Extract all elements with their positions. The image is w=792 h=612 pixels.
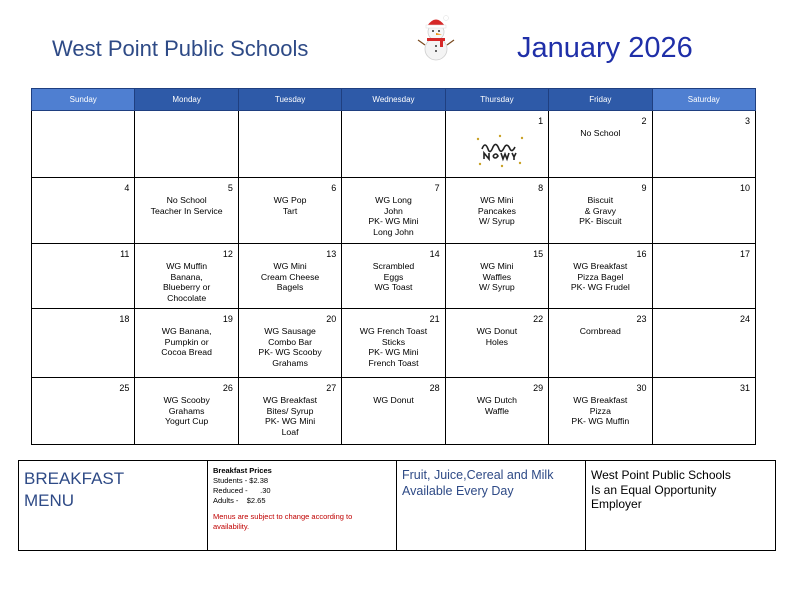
day-number: 6 <box>331 183 337 193</box>
breakfast-menu-title <box>19 461 208 550</box>
menu-text <box>137 395 235 427</box>
day-cell <box>342 111 445 178</box>
menu-line: W/ Syrup <box>479 282 515 293</box>
day-number: 9 <box>641 183 647 193</box>
day-number: 17 <box>739 249 750 259</box>
price-reduced: Reduced - .30 <box>213 486 271 495</box>
weekday-header: Monday <box>135 89 238 111</box>
week-row <box>32 111 756 178</box>
day-cell <box>549 244 652 309</box>
menu-line: PK- WG Mini <box>368 347 419 358</box>
menu-text <box>344 261 442 293</box>
day-cell <box>549 178 652 244</box>
day-number: 5 <box>227 183 233 193</box>
day-number: 21 <box>429 314 440 324</box>
day-number: 30 <box>636 383 647 393</box>
day-cell <box>32 244 135 309</box>
week-row <box>32 244 756 309</box>
day-cell <box>238 178 341 244</box>
menu-line: WG French Toast <box>359 326 428 336</box>
menu-line: PK- WG Scooby <box>258 347 322 358</box>
menu-text <box>448 395 546 416</box>
menu-line: WG Sausage <box>264 326 316 336</box>
day-number: 18 <box>119 314 130 324</box>
day-number: 7 <box>434 183 440 193</box>
fruit-line: Fruit, Juice,Cereal and Milk <box>402 468 554 482</box>
menu-text <box>448 195 546 227</box>
menu-line: WG Long <box>375 195 412 205</box>
menu-line: Pizza <box>589 405 611 416</box>
day-cell <box>135 378 238 445</box>
menu-line: WG Dutch <box>476 395 517 405</box>
day-number: 4 <box>124 183 130 193</box>
day-cell <box>652 244 755 309</box>
weekday-header: Tuesday <box>238 89 341 111</box>
day-number: 27 <box>326 383 337 393</box>
day-cell <box>445 309 548 378</box>
menu-line: Chocolate <box>167 292 207 303</box>
menu-text <box>551 128 649 139</box>
day-cell <box>342 309 445 378</box>
menu-line: Eggs <box>383 271 404 282</box>
menu-line: WG Donut <box>373 395 414 405</box>
day-number: 29 <box>533 383 544 393</box>
menu-text <box>241 395 339 437</box>
day-number: 23 <box>636 314 647 324</box>
menu-text <box>551 195 649 227</box>
menu-line: Waffle <box>484 405 509 416</box>
day-number: 14 <box>429 249 440 259</box>
day-number: 3 <box>744 116 750 126</box>
day-cell <box>238 309 341 378</box>
menu-line: Pizza Bagel <box>577 271 624 282</box>
fruit-juice-note <box>397 461 586 550</box>
menu-line: WG Breakfast <box>263 395 318 405</box>
day-number: 31 <box>739 383 750 393</box>
menu-line: & Gravy <box>584 205 617 216</box>
menu-text <box>551 261 649 293</box>
menu-line: Pumpkin or <box>164 336 209 347</box>
weekday-header: Wednesday <box>342 89 445 111</box>
day-cell <box>342 244 445 309</box>
menu-line: Sticks <box>381 336 406 347</box>
menu-line: WG Breakfast <box>573 261 628 271</box>
menu-line: WG Donut <box>476 326 518 336</box>
day-cell <box>652 178 755 244</box>
day-cell <box>445 111 548 178</box>
price-students: Students - $2.38 <box>213 476 269 485</box>
day-number: 1 <box>538 116 544 126</box>
menu-line: Teacher In Service <box>150 205 223 216</box>
day-cell <box>652 309 755 378</box>
menu-line: PK- Biscuit <box>579 216 622 227</box>
day-number: 12 <box>222 249 233 259</box>
day-number: 10 <box>739 183 750 193</box>
day-number: 28 <box>429 383 440 393</box>
menu-line: W/ Syrup <box>479 216 515 227</box>
menu-title-line: BREAKFAST <box>24 469 125 488</box>
menu-line: WG Mini <box>273 261 307 271</box>
menu-line: Bites/ Syrup <box>266 405 314 416</box>
menu-line: WG Toast <box>374 282 413 293</box>
week-row <box>32 178 756 244</box>
menu-text <box>551 326 649 337</box>
menu-line: Biscuit <box>587 195 614 205</box>
weekday-header: Thursday <box>445 89 548 111</box>
day-cell <box>32 111 135 178</box>
day-number: 19 <box>222 314 233 324</box>
day-cell <box>238 378 341 445</box>
menu-line: PK- WG Frudel <box>570 282 630 293</box>
day-number: 25 <box>119 383 130 393</box>
menu-line: PK- WG Mini <box>368 216 419 227</box>
day-number: 13 <box>326 249 337 259</box>
snowman-icon <box>416 12 456 62</box>
day-number: 8 <box>538 183 544 193</box>
day-cell <box>135 244 238 309</box>
month-title: January 2026 <box>517 32 693 64</box>
menu-line: PK- WG Mini <box>264 416 316 427</box>
day-number: 24 <box>739 314 750 324</box>
day-number: 16 <box>636 249 647 259</box>
happy-new-year-icon <box>472 133 528 169</box>
menu-line: WG Muffin <box>166 261 208 271</box>
menu-line: Cornbread <box>579 326 621 336</box>
day-cell <box>32 178 135 244</box>
menu-text <box>241 195 339 216</box>
menu-change-note: Menus are subject to change according to availability. <box>213 512 353 531</box>
menu-line: Bagels <box>276 282 304 293</box>
day-cell <box>32 309 135 378</box>
menu-line: Banana, <box>170 271 203 282</box>
menu-line: No School <box>166 195 207 205</box>
day-cell <box>445 244 548 309</box>
week-row <box>32 309 756 378</box>
weekday-header: Saturday <box>652 89 755 111</box>
prices-title: Breakfast Prices <box>213 466 272 475</box>
menu-line: Yogurt Cup <box>165 416 209 427</box>
menu-text <box>448 261 546 293</box>
day-cell <box>238 111 341 178</box>
day-cell <box>445 178 548 244</box>
day-cell <box>342 178 445 244</box>
day-number: 20 <box>326 314 337 324</box>
menu-line: Loaf <box>281 426 299 437</box>
menu-line: Holes <box>485 336 508 347</box>
menu-line: Scrambled <box>372 261 415 271</box>
day-cell <box>238 244 341 309</box>
day-cell <box>135 309 238 378</box>
weekday-header-row <box>32 89 756 111</box>
week-row <box>32 378 756 445</box>
menu-text <box>344 395 442 406</box>
weekday-header: Friday <box>549 89 652 111</box>
eo-line: West Point Public Schools <box>591 468 731 482</box>
menu-line: Pancakes <box>477 205 516 216</box>
footer-info <box>18 460 776 551</box>
price-adults: Adults - $2.65 <box>213 496 266 505</box>
eo-line: Is an Equal Opportunity <box>591 482 717 497</box>
prices-panel <box>208 461 397 550</box>
menu-text <box>344 195 442 237</box>
menu-line: WG Banana, <box>161 326 212 336</box>
menu-line: Cocoa Bread <box>161 347 212 358</box>
menu-text <box>551 395 649 427</box>
day-cell <box>652 378 755 445</box>
menu-text <box>344 326 442 368</box>
menu-line: Tart <box>282 205 298 216</box>
day-cell <box>445 378 548 445</box>
menu-line: No School <box>580 128 621 138</box>
menu-text <box>137 195 235 216</box>
fruit-line: Available Every Day <box>402 484 514 498</box>
day-number: 2 <box>641 116 647 126</box>
menu-line: WG Mini <box>480 195 514 205</box>
day-cell <box>135 178 238 244</box>
menu-line: WG Mini <box>480 261 514 271</box>
day-cell <box>135 111 238 178</box>
school-title: West Point Public Schools <box>52 36 309 61</box>
menu-line: John <box>384 205 403 216</box>
menu-text <box>137 326 235 358</box>
menu-line: Long John <box>373 226 414 237</box>
menu-title-line: MENU <box>24 491 75 510</box>
menu-line: Grahams <box>168 405 205 416</box>
equal-opportunity-statement <box>586 461 775 550</box>
weekday-header: Sunday <box>32 89 135 111</box>
menu-line: WG Breakfast <box>573 395 628 405</box>
menu-line: French Toast <box>368 357 419 368</box>
day-cell <box>549 378 652 445</box>
menu-line: Grahams <box>272 357 308 368</box>
day-number: 15 <box>533 249 544 259</box>
day-number: 22 <box>533 314 544 324</box>
day-cell <box>32 378 135 445</box>
menu-line: WG Scooby <box>163 395 210 405</box>
menu-line: WG Pop <box>273 195 307 205</box>
menu-text <box>241 261 339 293</box>
day-cell <box>342 378 445 445</box>
menu-line: Combo Bar <box>268 336 313 347</box>
menu-text <box>137 261 235 303</box>
menu-text <box>241 326 339 368</box>
menu-line: Blueberry or <box>162 282 211 293</box>
day-number: 11 <box>120 249 130 259</box>
day-cell <box>652 111 755 178</box>
day-cell <box>549 309 652 378</box>
day-cell <box>549 111 652 178</box>
menu-text <box>448 326 546 347</box>
menu-line: Cream Cheese <box>260 271 320 282</box>
eo-line: Employer <box>591 497 642 511</box>
menu-line: Waffles <box>482 271 512 282</box>
calendar-grid <box>31 88 756 445</box>
day-number: 26 <box>222 383 233 393</box>
menu-line: PK- WG Muffin <box>571 416 630 427</box>
